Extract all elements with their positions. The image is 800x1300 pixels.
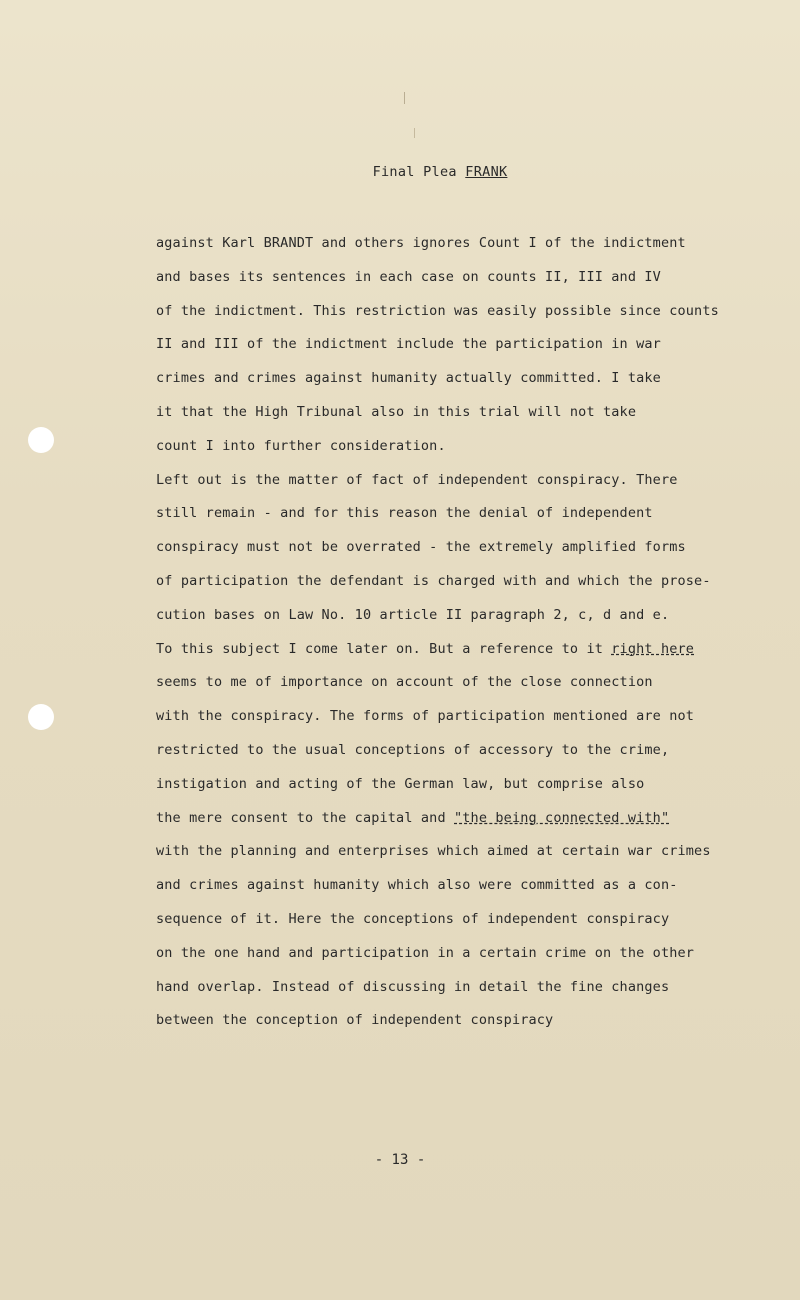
text-line: count I into further consideration. bbox=[156, 437, 446, 454]
text-line bbox=[156, 802, 736, 836]
text-line: and bases its sentences in each case on counts II, III and IV bbox=[156, 268, 661, 285]
text-line: II and III of the indictment include the participation in war bbox=[156, 336, 661, 353]
text-line: seems to me of importance on account of the close connection bbox=[156, 674, 653, 691]
text-line: instigation and acting of the German law, but comprise also bbox=[156, 775, 645, 792]
text-line: Left out is the matter of fact of independent conspiracy. There bbox=[156, 471, 678, 488]
text-line: cution bases on Law No. 10 article II paragraph 2, c, d and e. bbox=[156, 606, 670, 623]
text-line: with the planning and enterprises which aimed at certain war crimes bbox=[156, 843, 711, 860]
page-heading bbox=[0, 164, 800, 180]
punch-hole bbox=[28, 427, 54, 453]
paper-mark bbox=[404, 92, 405, 104]
text-line: hand overlap. Instead of discussing in detail the fine changes bbox=[156, 978, 670, 995]
text-line: crimes and crimes against humanity actually committed. I take bbox=[156, 370, 661, 387]
body-text bbox=[156, 227, 736, 1038]
text-line: conspiracy must not be overrated - the extremely amplified forms bbox=[156, 539, 686, 556]
underlined-phrase: "the being connected with" bbox=[454, 809, 670, 826]
text-line: of the indictment. This restriction was easily possible since counts bbox=[156, 302, 719, 319]
text-line: and crimes against humanity which also were committed as a con- bbox=[156, 877, 678, 894]
text-line: between the conception of independent conspiracy bbox=[156, 1012, 554, 1029]
page-number: - 13 - bbox=[374, 1152, 426, 1168]
text-segment: To this subject I come later on. But a reference to it bbox=[156, 640, 612, 657]
text-line: on the one hand and participation in a certain crime on the other bbox=[156, 944, 695, 961]
paper-mark bbox=[414, 128, 415, 138]
text-line: with the conspiracy. The forms of participation mentioned are not bbox=[156, 708, 695, 725]
heading-name: FRANK bbox=[465, 164, 508, 180]
text-line bbox=[156, 633, 736, 667]
text-line: it that the High Tribunal also in this trial will not take bbox=[156, 403, 637, 420]
underlined-phrase: right here bbox=[611, 640, 695, 657]
text-line: still remain - and for this reason the denial of independent bbox=[156, 505, 653, 522]
heading-prefix: Final Plea bbox=[372, 164, 466, 180]
text-line: against Karl BRANDT and others ignores Count I of the indictment bbox=[156, 235, 686, 251]
text-segment: the mere consent to the capital and bbox=[156, 809, 454, 826]
punch-hole bbox=[28, 704, 54, 730]
text-line: sequence of it. Here the conceptions of independent conspiracy bbox=[156, 910, 670, 927]
text-line: of participation the defendant is charged with and which the prose- bbox=[156, 572, 711, 589]
text-line: restricted to the usual conceptions of accessory to the crime, bbox=[156, 741, 670, 758]
